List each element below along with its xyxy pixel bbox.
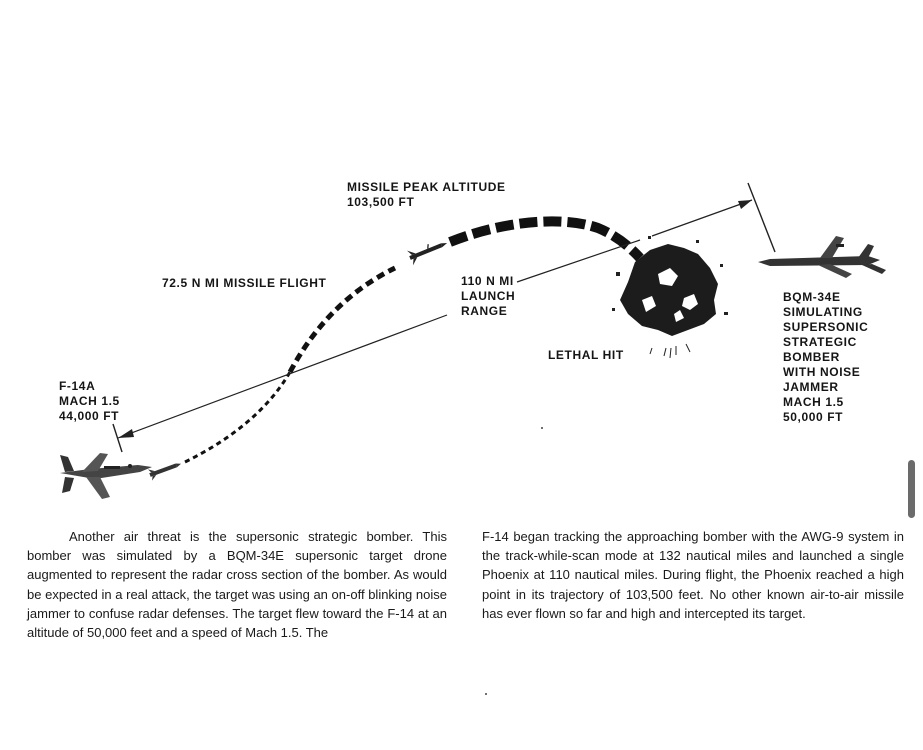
launched-missile-icon bbox=[148, 458, 183, 481]
lethal-hit-label: LETHAL HIT bbox=[548, 348, 624, 362]
missile-flight-label: 72.5 N MI MISSILE FLIGHT bbox=[162, 276, 327, 290]
target-label: BQM-34E SIMULATING SUPERSONIC STRATEGIC BOMBER WITH NOISE JAMMER MACH 1.5 50,000 FT bbox=[783, 290, 869, 424]
missile-trajectory-high bbox=[450, 221, 640, 258]
arrowhead-target bbox=[738, 200, 752, 209]
scan-speck bbox=[485, 693, 487, 695]
launch-range-line-upper bbox=[517, 240, 640, 282]
bqm34e-target-drone-icon bbox=[758, 236, 886, 278]
fighter-label: F-14A MACH 1.5 44,000 FT bbox=[59, 379, 120, 423]
launch-range-label: 110 N MI LAUNCH RANGE bbox=[461, 274, 516, 318]
body-text-left-column: Another air threat is the supersonic strategic bomber. This bomber was simulated by a BQM-34E supersonic target drone augmented to represent the radar cross section of the bomber. As would be expected in a real attack, the target was using an on-off blinking noise jammer to confuse radar defenses. The target flew toward the F-14 at an altitude of 50,000 feet and a speed of Mach 1.5. The bbox=[27, 529, 447, 641]
target-range-tick bbox=[748, 183, 775, 252]
arrowhead-fighter bbox=[118, 429, 134, 438]
target-range-line bbox=[652, 200, 752, 236]
scrollbar-thumb[interactable] bbox=[908, 460, 915, 518]
body-text-right-column: F-14 began tracking the approaching bomber with the AWG-9 system in the track-while-scan mode at 132 nautical miles and launched a single Phoenix at 110 nautical miles. During flight, the Phoenix reached a high point in its trajectory of 103,500 feet. No other known air-to-air missile has ever flown so far and high and intercepted its target. bbox=[482, 529, 904, 621]
missile-trajectory-low bbox=[185, 372, 290, 462]
phoenix-missile-icon bbox=[407, 236, 450, 266]
f14a-fighter-icon bbox=[60, 453, 152, 499]
launch-range-line-lower bbox=[118, 315, 447, 438]
scan-speck bbox=[541, 427, 543, 429]
peak-altitude-label: MISSILE PEAK ALTITUDE 103,500 FT bbox=[347, 180, 506, 209]
fighter-range-tick bbox=[113, 424, 122, 452]
